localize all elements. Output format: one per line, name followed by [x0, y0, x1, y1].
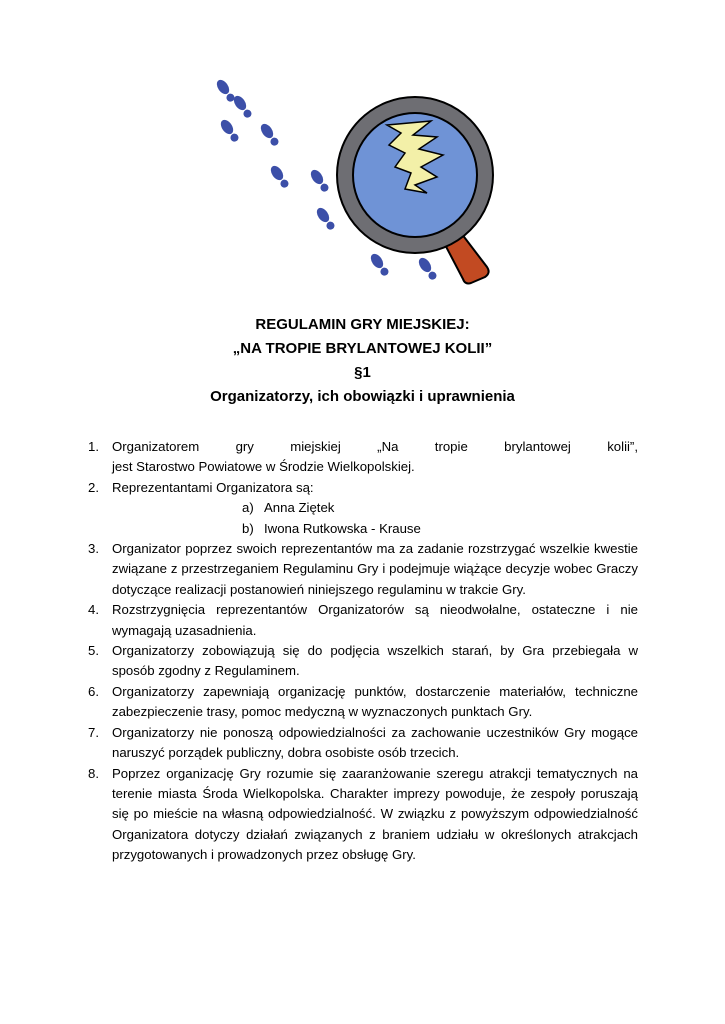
list-item: [80, 682, 638, 723]
item-number: 3.: [88, 541, 99, 557]
list-item: [80, 478, 638, 539]
magnifying-glass-footprints-icon: [205, 75, 510, 290]
list-item: [80, 437, 638, 478]
list-item: [80, 641, 638, 682]
list-item: [80, 723, 638, 764]
sub-list: [112, 498, 638, 539]
list-item: [80, 539, 638, 600]
regulation-list: [80, 437, 638, 866]
item-text: Rozstrzygnięcia reprezentantów Organizatorów są nieodwołalne, ostateczne i nie wymagają uzasadnienia.: [112, 602, 638, 638]
item-text: Organizatorzy zobowiązują się do podjęcia wszelkich starań, by Gra przebiegała w sposób zgodny z Regulaminem.: [112, 643, 638, 679]
list-item: [80, 600, 638, 641]
title-line-2: „NA TROPIE BRYLANTOWEJ KOLII”: [232, 340, 493, 357]
sub-list-item: [242, 498, 638, 518]
section-title: Organizatorzy, ich obowiązki i uprawnienia: [210, 388, 515, 405]
document-header: [0, 313, 725, 409]
regulation-body: [80, 437, 638, 866]
item-text: Poprzez organizację Gry rozumie się zaaranżowanie szeregu atrakcji tematycznych na terenie miasta Środa Wielkopolska. Charakter imprezy powoduje, że zespoły poruszają się po mieście na własną odpowiedzialność. W związku z powyższym odpowiedzialność Organizatora dotyczy działań związanych z braniem udziału w określonych atrakcjach przygotowanych i prowadzonych przez obsługę Gry.: [112, 765, 638, 863]
sub-item-text: Anna Ziętek: [264, 500, 335, 516]
item-number: 4.: [88, 602, 99, 618]
sub-list-item: [242, 519, 638, 539]
title-line-1: REGULAMIN GRY MIEJSKIEJ:: [255, 316, 470, 333]
item-text-line: jest Starostwo Powiatowe w Środzie Wielkopolskiej.: [112, 459, 415, 475]
sub-item-letter: b): [242, 520, 254, 536]
item-text: Organizatorzy nie ponoszą odpowiedzialności za zachowanie uczestników Gry mogące naruszyć porządek publiczny, dobra osobiste osób trzecich.: [112, 724, 638, 761]
section-number: §1: [354, 364, 371, 381]
sub-item-letter: a): [242, 500, 254, 516]
item-number: 7.: [88, 724, 99, 740]
item-text-line: Organizatorem gry miejskiej „Na tropie brylantowej kolii”,: [112, 439, 638, 454]
item-text: Organizatorzy zapewniają organizację punktów, dostarczenie materiałów, techniczne zabezpieczenie trasy, pomoc medyczną w wyznaczonych punktach Gry.: [112, 683, 638, 720]
item-number: 1.: [88, 439, 99, 454]
item-number: 8.: [88, 765, 99, 781]
item-text: Organizator poprzez swoich reprezentantów ma za zadanie rozstrzygać wszelkie kwestie związane z przestrzeganiem Regulaminu Gry i podejmuje wiążące decyzje wobec Graczy dotyczące realizacji postanowień niniejszego regulaminu w trakcie Gry.: [112, 541, 638, 597]
item-number: 6.: [88, 683, 99, 699]
item-number: 5.: [88, 643, 99, 659]
item-text: Reprezentantami Organizatora są:: [112, 479, 314, 495]
sub-item-text: Iwona Rutkowska - Krause: [264, 520, 421, 536]
item-number: 2.: [88, 479, 99, 495]
list-item: [80, 764, 638, 866]
